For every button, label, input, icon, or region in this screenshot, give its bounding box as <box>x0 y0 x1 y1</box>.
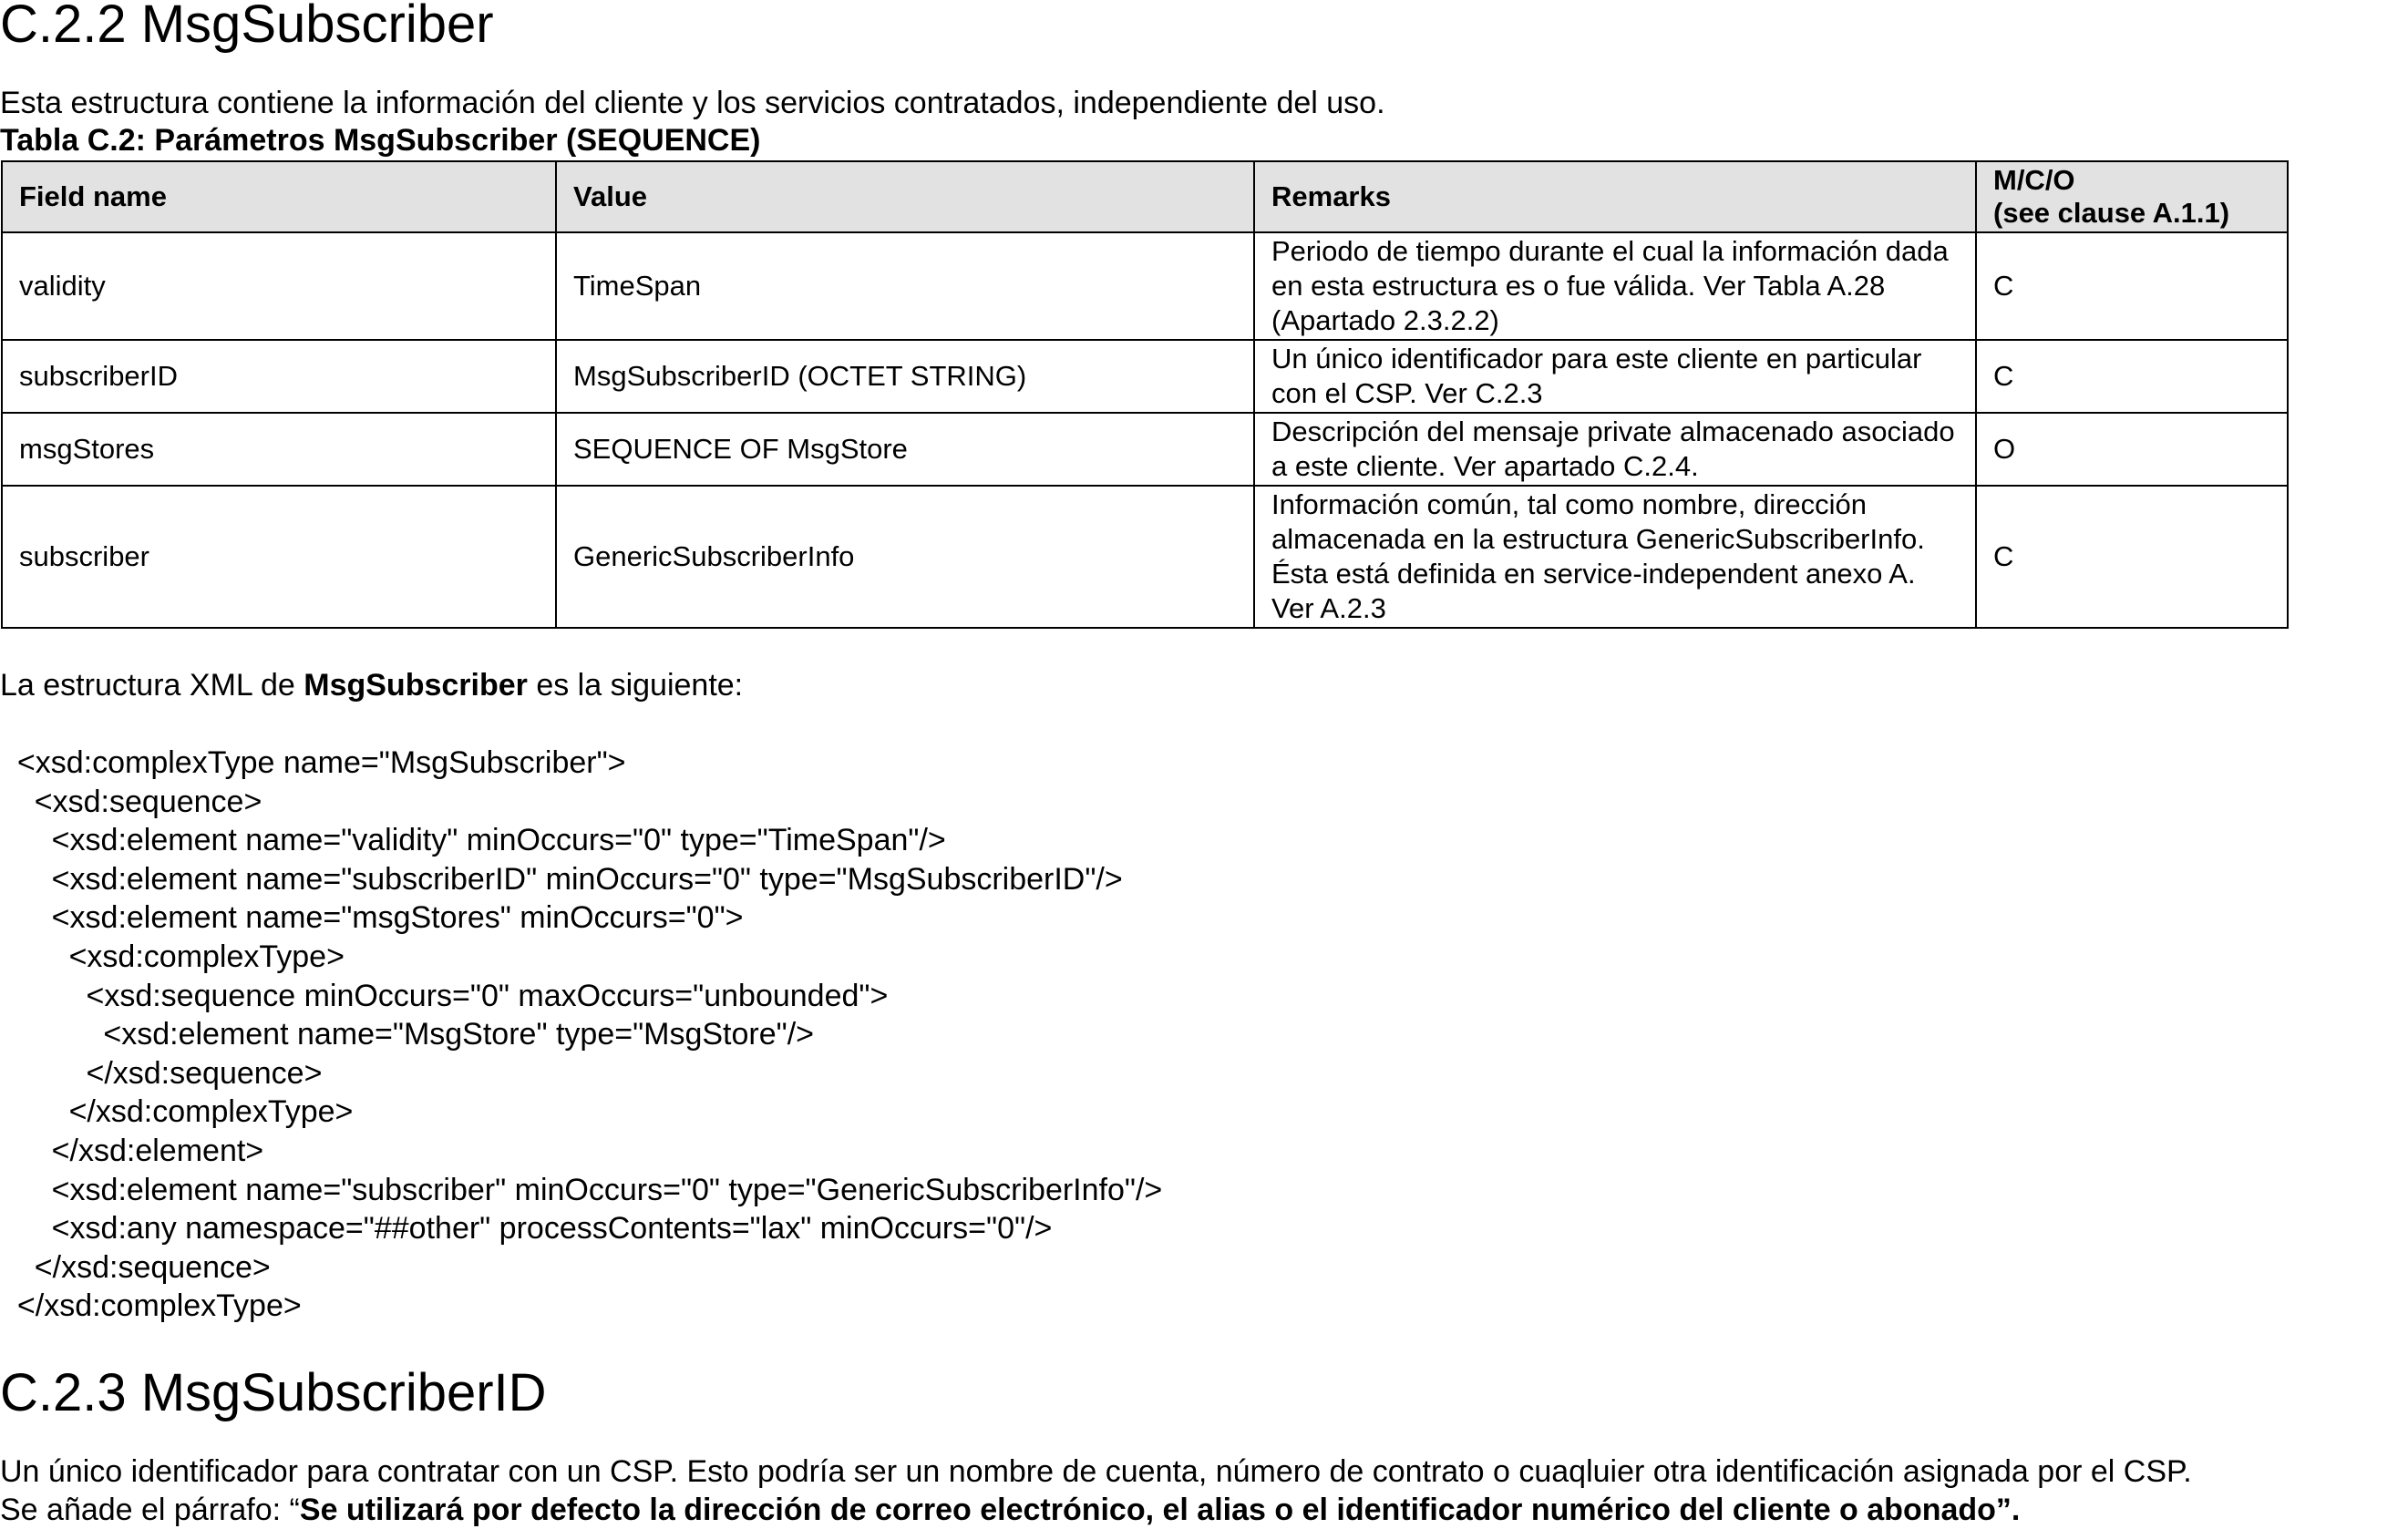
header-remarks: Remarks <box>1254 161 1976 232</box>
table-row <box>2 413 2288 486</box>
cell-field-name: subscriber <box>2 486 556 628</box>
xml-line: <xsd:complexType> <box>0 939 345 974</box>
xml-schema-block <box>0 744 1162 1326</box>
section-c23-paragraph-2 <box>0 1491 2020 1529</box>
section-heading-c22: C.2.2 MsgSubscriber <box>0 0 494 54</box>
section-c23-paragraph-1: Un único identificador para contratar con un CSP. Esto podría ser un nombre de cuenta, número de contrato o cuaqluier otra identificación asignada por el CSP. <box>0 1454 2192 1489</box>
xml-intro-text <box>0 666 743 704</box>
cell-field-name: msgStores <box>2 413 556 486</box>
parameters-table <box>1 160 2289 629</box>
xml-line: </xsd:complexType> <box>0 1288 302 1324</box>
cell-remarks: Descripción del mensaje private almacenado asociado a este cliente. Ver apartado C.2.4. <box>1254 413 1976 486</box>
header-mco-line1: M/C/O <box>1993 164 2075 196</box>
cell-field-name: subscriberID <box>2 340 556 413</box>
table-row <box>2 340 2288 413</box>
xml-line: </xsd:element> <box>0 1133 264 1168</box>
xml-line: <xsd:element name="subscriberID" minOccurs="0" type="MsgSubscriberID"/> <box>0 861 1123 897</box>
table-caption: Tabla C.2: Parámetros MsgSubscriber (SEQUENCE) <box>0 123 761 158</box>
header-mco-line2: (see clause A.1.1) <box>1993 197 2230 229</box>
cell-remarks: Un único identificador para este cliente en particular con el CSP. Ver C.2.3 <box>1254 340 1976 413</box>
cell-field-name: validity <box>2 232 556 340</box>
xml-line: <xsd:sequence minOccurs="0" maxOccurs="unbounded"> <box>0 978 889 1013</box>
xml-line: </xsd:sequence> <box>0 1249 271 1285</box>
xml-line: </xsd:sequence> <box>0 1055 323 1091</box>
section-intro-text: Esta estructura contiene la información del cliente y los servicios contratados, independiente del uso. <box>0 86 1385 120</box>
xml-line: <xsd:element name="MsgStore" type="MsgStore"/> <box>0 1017 815 1052</box>
cell-value: MsgSubscriberID (OCTET STRING) <box>556 340 1254 413</box>
section-heading-c23: C.2.3 MsgSubscriberID <box>0 1363 547 1422</box>
xml-line: <xsd:element name="validity" minOccurs="0" type="TimeSpan"/> <box>0 823 946 858</box>
xml-line: </xsd:complexType> <box>0 1094 354 1130</box>
xml-intro-after: es la siguiente: <box>527 668 744 703</box>
xml-intro-before: La estructura XML de <box>0 668 304 703</box>
cell-value: SEQUENCE OF MsgStore <box>556 413 1254 486</box>
cell-value: GenericSubscriberInfo <box>556 486 1254 628</box>
cell-mco: C <box>1976 232 2288 340</box>
paragraph-2-bold: Se utilizará por defecto la dirección de correo electrónico, el alias o el identificador numérico del cliente o abonado”. <box>299 1493 2021 1527</box>
paragraph-2-prefix: Se añade el párrafo: “ <box>0 1493 300 1527</box>
xml-intro-bold: MsgSubscriber <box>304 668 528 703</box>
cell-remarks: Información común, tal como nombre, dirección almacenada en la estructura GenericSubscriberInfo. Ésta está definida en service-independent anexo A. Ver A.2.3 <box>1254 486 1976 628</box>
cell-mco: C <box>1976 340 2288 413</box>
xml-line: <xsd:sequence> <box>0 784 262 819</box>
table-header-row <box>2 161 2288 232</box>
header-mco <box>1976 161 2288 232</box>
cell-value: TimeSpan <box>556 232 1254 340</box>
table-row <box>2 486 2288 628</box>
cell-mco: C <box>1976 486 2288 628</box>
xml-line: <xsd:complexType name="MsgSubscriber"> <box>0 745 626 780</box>
cell-remarks: Periodo de tiempo durante el cual la información dada en esta estructura es o fue válida. Ver Tabla A.28 (Apartado 2.3.2.2) <box>1254 232 1976 340</box>
xml-line: <xsd:element name="msgStores" minOccurs="0"> <box>0 900 744 936</box>
header-field-name: Field name <box>2 161 556 232</box>
header-value: Value <box>556 161 1254 232</box>
xml-line: <xsd:element name="subscriber" minOccurs="0" type="GenericSubscriberInfo"/> <box>0 1172 1163 1207</box>
cell-mco: O <box>1976 413 2288 486</box>
xml-line: <xsd:any namespace="##other" processContents="lax" minOccurs="0"/> <box>0 1211 1053 1247</box>
table-row <box>2 232 2288 340</box>
